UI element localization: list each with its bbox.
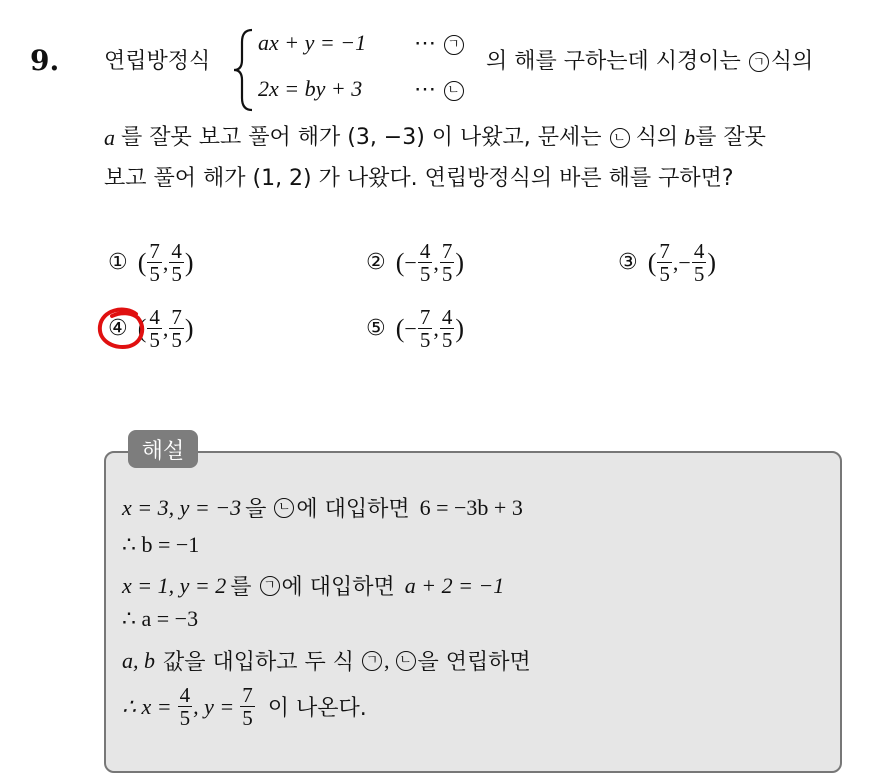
question-number: 9. [30, 44, 60, 77]
equation-1-label: ⋯ ㄱ [414, 30, 466, 56]
solution-line-1: x = 3, y = −3 을 ㄴ 에 대입하면 6 = −3b + 3 [122, 494, 523, 522]
solution-line-3: x = 1, y = 2 를 ㄱ 에 대입하면 a + 2 = −1 [122, 572, 505, 600]
circled-nieun-icon: ㄴ [610, 128, 630, 148]
option-5[interactable]: ⑤ ( − $\frac{7}{5}$ , $\frac{4}{5}$ ) [366, 305, 464, 353]
solution-line-6: ∴ x = $\frac{4}{5}$ , y = $\frac{7}{5}$ 이 나온다. [122, 683, 367, 731]
option-1[interactable]: ① ( $\frac{7}{5}$ , $\frac{4}{5}$ ) [108, 239, 194, 287]
solution-line-4: ∴ a = −3 [122, 606, 199, 631]
question-line-3: 보고 풀어 해가 (1, 2) 가 나왔다. 연립방정식의 바른 해를 구하면? [104, 166, 734, 191]
option-3[interactable]: ③ ( $\frac{7}{5}$ , − $\frac{4}{5}$ ) [618, 239, 716, 287]
option-2[interactable]: ② ( − $\frac{4}{5}$ , $\frac{7}{5}$ ) [366, 239, 464, 287]
question-line-1-tail: 의 해를 구하는데 시경이는 ㄱ 식의 [486, 49, 814, 74]
circled-nieun-icon: ㄴ [396, 651, 416, 671]
equation-1: ax + y = −1 [258, 30, 367, 55]
circled-giyeok-icon: ㄱ [362, 651, 382, 671]
system-brace [232, 28, 258, 112]
solution-line-5: a, b 값을 대입하고 두 식 ㄱ , ㄴ 을 연립하면 [122, 647, 531, 675]
solution-title: 해설 [128, 430, 198, 468]
solution-line-2: ∴ b = −1 [122, 532, 200, 557]
option-4[interactable]: ④ ( $\frac{4}{5}$ , $\frac{7}{5}$ ) [108, 305, 194, 353]
equation-2: 2x = by + 3 [258, 76, 363, 101]
circled-giyeok-icon: ㄱ [444, 35, 464, 55]
circled-giyeok-icon: ㄱ [260, 576, 280, 596]
circled-nieun-icon: ㄴ [274, 498, 294, 518]
question-line-2: a 를 잘못 보고 풀어 해가 (3, −3) 이 나왔고, 문세는 ㄴ 식의 b 를 잘못 [104, 125, 766, 150]
answer-circle-icon [96, 306, 148, 352]
equation-2-label: ⋯ ㄴ [414, 76, 466, 102]
circled-giyeok-icon: ㄱ [749, 52, 769, 72]
circled-nieun-icon: ㄴ [444, 81, 464, 101]
question-lead: 연립방정식 [104, 49, 211, 74]
